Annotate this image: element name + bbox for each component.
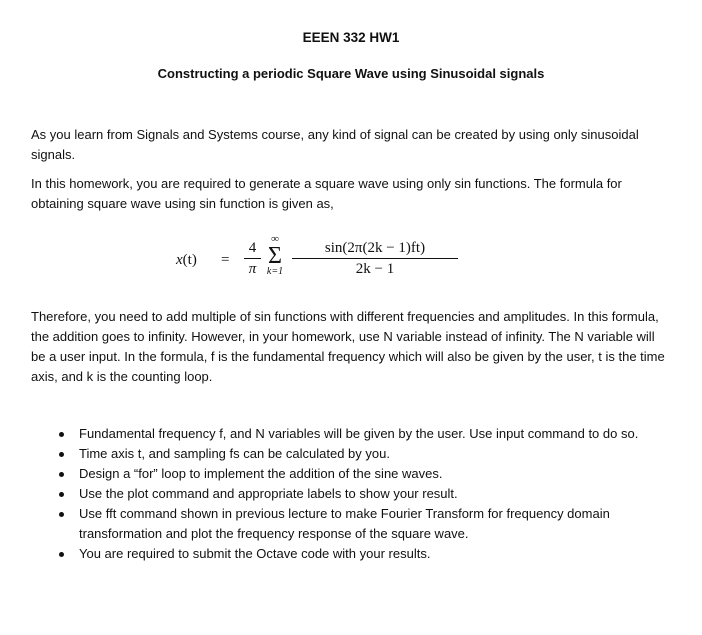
formula-lhs: x(t) <box>176 252 197 268</box>
formula-coefficient: 4 π <box>244 239 261 278</box>
bullet-icon <box>59 452 64 457</box>
formula-term: sin(2π(2k − 1)ft) 2k − 1 <box>292 239 458 278</box>
list-item: Fundamental frequency f, and N variables will be given by the user. Use input command to do so. <box>31 424 671 444</box>
formula-equals: = <box>221 252 230 268</box>
list-item: You are required to submit the Octave code with your results. <box>31 544 671 564</box>
list-item: Time axis t, and sampling fs can be calculated by you. <box>31 444 671 464</box>
document-subtitle: Constructing a periodic Square Wave using Sinusoidal signals <box>157 66 545 81</box>
bullet-icon <box>59 492 64 497</box>
bullet-icon <box>59 472 64 477</box>
explanation-paragraph: Therefore, you need to add multiple of sin functions with different frequencies and amplitudes. In this formula, the addition goes to infinity. However, in your homework, use N variable instead of infinity. The N variable will be a user input. In the formula, f is the fundamental frequency which will also be given by the user, t is the time axis, and k is the counting loop. <box>31 309 665 384</box>
summation-symbol: ∞ Σ k=1 <box>266 233 284 277</box>
list-item: Use fft command shown in previous lecture to make Fourier Transform for frequency domain transformation and plot the frequency response of the square wave. <box>31 504 671 544</box>
bullet-icon <box>59 552 64 557</box>
intro-paragraph: As you learn from Signals and Systems course, any kind of signal can be created by using only sinusoidal signals. <box>31 127 639 162</box>
formula-intro-paragraph: In this homework, you are required to generate a square wave using only sin functions. The formula for obtaining square wave using sin function is given as, <box>31 176 622 211</box>
bullet-icon <box>59 432 64 437</box>
requirements-list <box>31 424 671 564</box>
bullet-icon <box>59 512 64 517</box>
square-wave-formula <box>0 228 702 298</box>
list-item: Use the plot command and appropriate labels to show your result. <box>31 484 671 504</box>
list-item: Design a “for” loop to implement the addition of the sine waves. <box>31 464 671 484</box>
document-title: EEEN 332 HW1 <box>302 30 400 45</box>
